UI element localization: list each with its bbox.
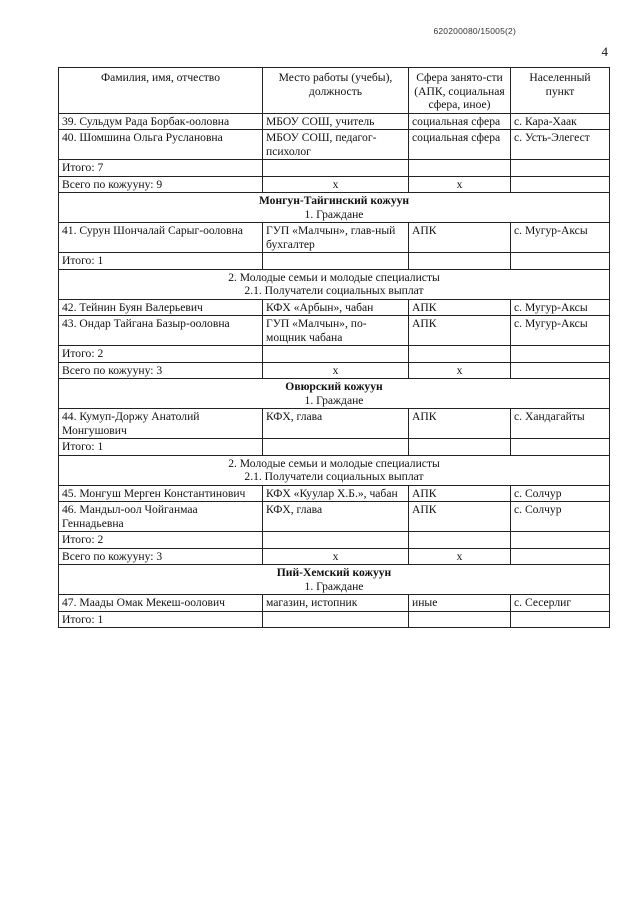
group-subtitle: 2.1. Получатели социальных выплат	[244, 284, 424, 297]
subtotal-row	[59, 160, 610, 177]
subtotal-label: Итого: 2	[59, 532, 263, 549]
subtotal-label: Итого: 2	[59, 346, 263, 363]
total-row	[59, 362, 610, 379]
cell-workplace: КФХ, глава	[263, 409, 409, 439]
group-title: 1. Граждане	[304, 393, 364, 407]
empty-cell	[511, 160, 610, 177]
subtotal-label: Итого: 1	[59, 611, 263, 628]
section-title: Пий-Хемский кожуун	[276, 566, 392, 579]
header-sphere: Сфера занято-сти (АПК, социальная сфера, иное)	[409, 68, 511, 114]
header-settlement: Населенный пункт	[511, 68, 610, 114]
cell-sphere: АПК	[409, 409, 511, 439]
cell-name: 46. Мандыл-оол Чойганмаа Геннадьевна	[59, 502, 263, 532]
table-row	[59, 223, 610, 253]
empty-cell	[263, 346, 409, 363]
section-header	[59, 379, 610, 409]
subtotal-row	[59, 532, 610, 549]
cell-sphere: АПК	[409, 299, 511, 316]
table-row	[59, 409, 610, 439]
empty-cell	[263, 532, 409, 549]
subtotal-row	[59, 346, 610, 363]
cell-sphere: иные	[409, 595, 511, 612]
empty-cell	[511, 611, 610, 628]
empty-cell	[263, 253, 409, 270]
cell-settlement: с. Хандагайты	[511, 409, 610, 439]
cell-workplace: МБОУ СОШ, учитель	[263, 113, 409, 130]
cell-settlement: с. Мугур-Аксы	[511, 223, 610, 253]
cell-settlement: с. Солчур	[511, 485, 610, 502]
x-mark: x	[263, 176, 409, 193]
section-title: Монгун-Тайгинский кожуун	[258, 194, 410, 207]
empty-cell	[409, 439, 511, 456]
empty-cell	[409, 346, 511, 363]
cell-name: 43. Ондар Тайгана Базыр-ооловна	[59, 316, 263, 346]
cell-sphere: АПК	[409, 485, 511, 502]
group-title: 2. Молодые семьи и молодые специалисты	[228, 270, 440, 284]
table-row	[59, 485, 610, 502]
cell-workplace: КФХ «Арбын», чабан	[263, 299, 409, 316]
total-row	[59, 176, 610, 193]
total-label: Всего по кожууну: 9	[59, 176, 263, 193]
cell-settlement: с. Усть-Элегест	[511, 130, 610, 160]
total-label: Всего по кожууну: 3	[59, 362, 263, 379]
cell-name: 39. Сульдум Рада Борбак-ооловна	[59, 113, 263, 130]
cell-settlement: с. Солчур	[511, 502, 610, 532]
table-row	[59, 502, 610, 532]
cell-workplace: КФХ, глава	[263, 502, 409, 532]
subtotal-row	[59, 253, 610, 270]
empty-cell	[409, 160, 511, 177]
total-label: Всего по кожууну: 3	[59, 548, 263, 565]
cell-name: 41. Сурун Шончалай Сарыг-ооловна	[59, 223, 263, 253]
cell-sphere: социальная сфера	[409, 113, 511, 130]
cell-name: 45. Монгуш Мерген Константинович	[59, 485, 263, 502]
cell-settlement: с. Кара-Хаак	[511, 113, 610, 130]
subtotal-label: Итого: 7	[59, 160, 263, 177]
cell-sphere: АПК	[409, 502, 511, 532]
header-workplace: Место работы (учебы), должность	[263, 68, 409, 114]
table-row	[59, 595, 610, 612]
subtotal-row	[59, 439, 610, 456]
cell-workplace: КФХ «Куулар Х.Б.», чабан	[263, 485, 409, 502]
section-header-row	[59, 193, 610, 223]
x-mark: x	[409, 362, 511, 379]
subtotal-label: Итого: 1	[59, 253, 263, 270]
total-row	[59, 548, 610, 565]
cell-name: 47. Маады Омак Мекеш-оолович	[59, 595, 263, 612]
x-mark: x	[409, 176, 511, 193]
x-mark: x	[409, 548, 511, 565]
x-mark: x	[263, 362, 409, 379]
empty-cell	[511, 362, 610, 379]
group-title: 2. Молодые семьи и молодые специалисты	[228, 456, 440, 470]
cell-sphere: социальная сфера	[409, 130, 511, 160]
document-id: 620200080/15005(2)	[433, 26, 516, 36]
cell-sphere: АПК	[409, 223, 511, 253]
empty-cell	[409, 253, 511, 270]
table-row	[59, 130, 610, 160]
table-row	[59, 299, 610, 316]
cell-workplace: ГУП «Малчын», глав-ный бухгалтер	[263, 223, 409, 253]
group-title: 1. Граждане	[304, 579, 364, 593]
section-header-row	[59, 455, 610, 485]
empty-cell	[263, 160, 409, 177]
subtotal-label: Итого: 1	[59, 439, 263, 456]
cell-name: 42. Тейнин Буян Валерьевич	[59, 299, 263, 316]
empty-cell	[511, 439, 610, 456]
empty-cell	[409, 611, 511, 628]
subtotal-row	[59, 611, 610, 628]
section-header	[59, 193, 610, 223]
recipients-table	[58, 67, 610, 628]
table-header-row	[59, 68, 610, 114]
group-subtitle: 2.1. Получатели социальных выплат	[244, 470, 424, 483]
cell-settlement: с. Мугур-Аксы	[511, 299, 610, 316]
x-mark: x	[263, 548, 409, 565]
section-title: Овюрский кожуун	[285, 380, 383, 393]
cell-settlement: с. Сесерлиг	[511, 595, 610, 612]
section-header	[59, 565, 610, 595]
table-row	[59, 316, 610, 346]
section-header-row	[59, 565, 610, 595]
group-title: 1. Граждане	[304, 207, 364, 221]
page-number: 4	[601, 44, 608, 59]
cell-workplace: МБОУ СОШ, педагог-психолог	[263, 130, 409, 160]
empty-cell	[263, 611, 409, 628]
cell-workplace: магазин, истопник	[263, 595, 409, 612]
cell-name: 40. Шомшина Ольга Руслановна	[59, 130, 263, 160]
cell-settlement: с. Мугур-Аксы	[511, 316, 610, 346]
empty-cell	[263, 439, 409, 456]
header-name: Фамилия, имя, отчество	[59, 68, 263, 114]
cell-sphere: АПК	[409, 316, 511, 346]
table-row	[59, 113, 610, 130]
section-header-row	[59, 269, 610, 299]
empty-cell	[511, 548, 610, 565]
group-header	[59, 269, 610, 299]
group-header	[59, 455, 610, 485]
empty-cell	[511, 346, 610, 363]
empty-cell	[511, 253, 610, 270]
empty-cell	[409, 532, 511, 549]
section-header-row	[59, 379, 610, 409]
cell-workplace: ГУП «Малчын», по-мощник чабана	[263, 316, 409, 346]
empty-cell	[511, 532, 610, 549]
empty-cell	[511, 176, 610, 193]
cell-name: 44. Кумуп-Доржу Анатолий Монгушович	[59, 409, 263, 439]
